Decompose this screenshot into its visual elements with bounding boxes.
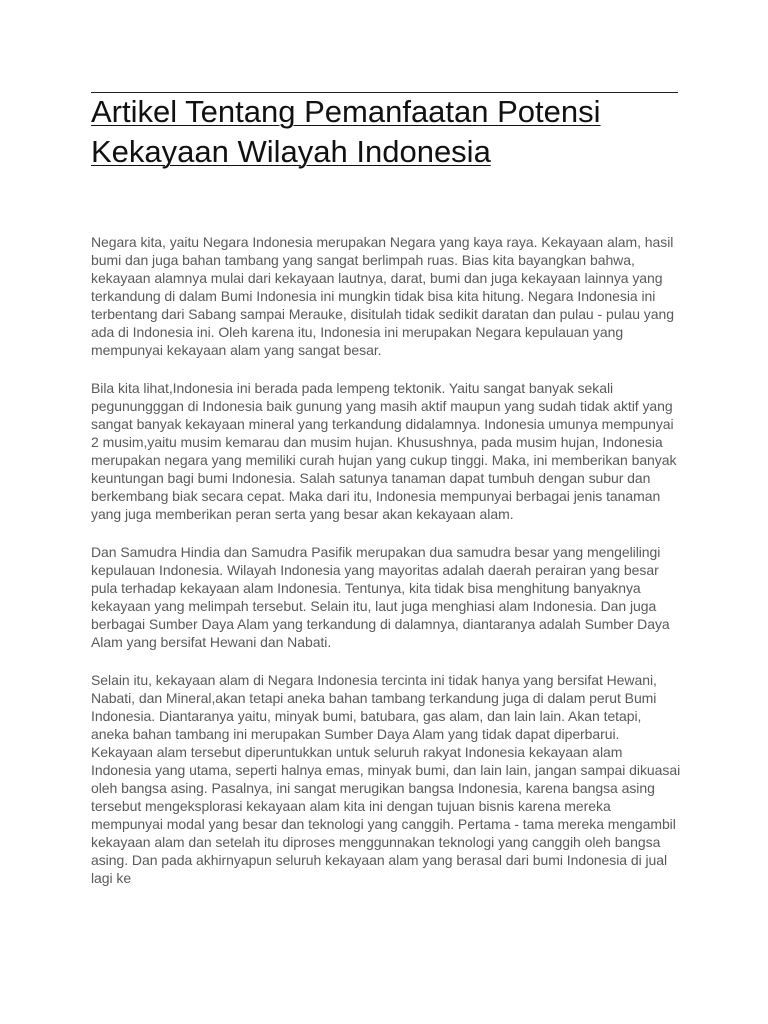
paragraph-1: Negara kita, yaitu Negara Indonesia merupakan Negara yang kaya raya. Kekayaan alam, hasil bumi dan juga bahan tambang yang sangat berlimpah ruas. Bias kita bayangkan bahwa, kekayaan alamnya mulai dari kekayaan lautnya, darat, bumi dan juga kekayaan lainnya yang terkandung di dalam Bumi Indonesia ini mungkin tidak bisa kita hitung. Negara Indonesia ini terbentang dari Sabang sampai Merauke, disitulah tidak sedikit daratan dan pulau - pulau yang ada di Indonesia ini. Oleh karena itu, Indonesia ini merupakan Negara kepulauan yang mempunyai kekayaan alam yang sangat besar. <box>91 234 674 358</box>
article-title: Artikel Tentang Pemanfaatan Potensi Kekayaan Wilayah Indonesia <box>91 94 601 169</box>
paragraph-2: Bila kita lihat,Indonesia ini berada pada lempeng tektonik. Yaitu sangat banyak sekali pegunungggan di Indonesia baik gunung yang masih aktif maupun yang sudah tidak aktif yang sangat banyak kekayaan mineral yang terkandung didalamnya. Indonesia umunya mempunyai 2 musim,yaitu musim kemarau dan musim hujan. Khusushnya, pada musim hujan, Indonesia merupakan negara yang memiliki curah hujan yang cukup tinggi. Maka, ini memberikan banyak keuntungan bagi bumi Indonesia. Salah satunya tanaman dapat tumbuh dengan subur dan berkembang biak secara cepat. Maka dari itu, Indonesia mempunyai berbagai jenis tanaman yang juga memberikan peran serta yang besar akan kekayaan alam. <box>91 380 677 522</box>
article-body <box>91 233 681 907</box>
paragraph-3: Dan Samudra Hindia dan Samudra Pasifik merupakan dua samudra besar yang mengelilingi kepulauan Indonesia. Wilayah Indonesia yang mayoritas adalah daerah perairan yang besar pula terhadap kekayaan alam Indonesia. Tentunya, kita tidak bisa menghitung banyaknya kekayaan yang melimpah tersebut. Selain itu, laut juga menghiasi alam Indonesia. Dan juga berbagai Sumber Daya Alam yang terkandung di dalamnya, diantaranya adalah Sumber Daya Alam yang bersifat Hewani dan Nabati. <box>91 544 670 650</box>
paragraph-4: Selain itu, kekayaan alam di Negara Indonesia tercinta ini tidak hanya yang bersifat Hewani, Nabati, dan Mineral,akan tetapi aneka bahan tambang terkandung juga di dalam perut Bumi Indonesia. Diantaranya yaitu, minyak bumi, batubara, gas alam, dan lain lain. Akan tetapi, aneka bahan tambang ini merupakan Sumber Daya Alam yang tidak dapat diperbarui. Kekayaan alam tersebut diperuntukkan untuk seluruh rakyat Indonesia kekayaan alam Indonesia yang utama, seperti halnya emas, minyak bumi, dan lain lain, jangan sampai dikuasai oleh bangsa asing. Pasalnya, ini sangat merugikan bangsa Indonesia, karena bangsa asing tersebut mengeksplorasi kekayaan alam kita ini dengan tujuan bisnis karena mereka mempunyai modal yang besar dan teknologi yang canggih. Pertama - tama mereka mengambil kekayaan alam dan setelah itu diproses menggunnakan teknologi yang canggih oleh bangsa asing. Dan pada akhirnyapun seluruh kekayaan alam yang berasal dari bumi Indonesia di jual lagi ke <box>91 672 681 886</box>
